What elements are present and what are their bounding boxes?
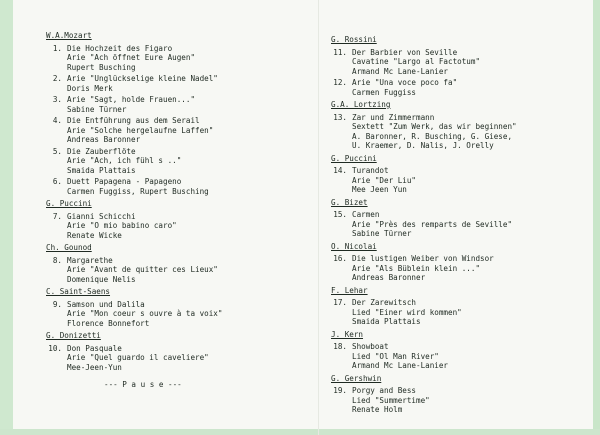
program-item bbox=[331, 386, 517, 415]
item-detail-line: Rupert Busching bbox=[67, 62, 136, 72]
work-title: Die Entführung aus dem Serail bbox=[67, 116, 200, 125]
item-number: 12. bbox=[333, 78, 347, 87]
item-detail-line: Renate Wicke bbox=[67, 230, 122, 240]
item-detail-line: Arie "Solche hergelaufne Laffen" bbox=[67, 125, 214, 135]
composer-heading: W.A.Mozart bbox=[46, 31, 92, 40]
item-detail-line: Arie "Ach, ich fühl s .." bbox=[67, 156, 182, 165]
program-item bbox=[331, 254, 517, 283]
item-detail-line: Arie "Quel guardo il caveliere" bbox=[67, 353, 209, 362]
composer-heading: G. Puccini bbox=[331, 153, 377, 163]
composer-heading: G. Gershwin bbox=[331, 373, 382, 383]
work-title: Die lustigen Weiber von Windsor bbox=[352, 254, 494, 263]
work-title: Carmen bbox=[352, 210, 380, 219]
item-number: 1. bbox=[52, 43, 62, 53]
composer-heading: F. Lehar bbox=[331, 285, 368, 295]
program-item bbox=[331, 342, 517, 371]
composer-heading: G. Donizetti bbox=[46, 331, 101, 340]
item-detail-line: Andreas Baronner bbox=[352, 273, 426, 282]
item-number: 18. bbox=[333, 342, 347, 351]
work-title: Margarethe bbox=[67, 255, 113, 265]
work-title: Arie "Una voce poco fa" bbox=[352, 78, 458, 87]
item-number: 11. bbox=[333, 47, 347, 57]
item-detail-line: Domenique Nelis bbox=[67, 274, 136, 284]
program-item bbox=[331, 113, 517, 151]
item-detail-line: Lied "Ol Man River" bbox=[352, 351, 439, 361]
composer-heading: Ch. Gounod bbox=[46, 243, 92, 252]
green-background-edge-right bbox=[593, 0, 600, 435]
item-detail-line: Sabine Türner bbox=[67, 104, 127, 114]
work-title: Gianni Schicchi bbox=[67, 211, 136, 221]
program-item bbox=[46, 344, 222, 373]
program-right-column bbox=[331, 35, 517, 417]
page-fold bbox=[318, 0, 319, 435]
work-title: Turandot bbox=[352, 166, 389, 175]
item-detail-line: Cavatine "Largo al Factotum" bbox=[352, 57, 481, 66]
program-item bbox=[331, 210, 517, 239]
item-detail-line: Renate Holm bbox=[352, 405, 403, 414]
item-number: 2. bbox=[52, 74, 62, 83]
work-title: Der Barbier von Seville bbox=[352, 47, 458, 57]
item-number: 15. bbox=[333, 210, 347, 219]
item-detail-line: Smaida Plattais bbox=[352, 317, 421, 326]
composer-heading: G. Rossini bbox=[331, 35, 377, 44]
item-number: 9. bbox=[52, 299, 62, 309]
item-number: 17. bbox=[333, 298, 347, 307]
item-detail-line: Andreas Baronner bbox=[67, 135, 141, 144]
program-item bbox=[46, 147, 222, 176]
item-number: 10. bbox=[48, 343, 62, 353]
item-detail-line: A. Baronner, R. Busching, G. Giese, bbox=[352, 131, 513, 141]
work-title: Showboat bbox=[352, 342, 389, 351]
work-title: Arie "Sagt, holde Frauen..." bbox=[67, 95, 196, 104]
item-number: 13. bbox=[333, 112, 347, 122]
program-item bbox=[46, 256, 222, 285]
item-number: 19. bbox=[333, 386, 347, 395]
green-background-edge-left bbox=[0, 0, 13, 435]
item-number: 8. bbox=[52, 255, 62, 265]
item-number: 16. bbox=[333, 254, 347, 263]
composer-heading: G. Puccini bbox=[46, 199, 92, 208]
program-item bbox=[46, 116, 222, 145]
work-title: Zar und Zimmermann bbox=[352, 112, 435, 122]
program-item bbox=[46, 74, 222, 93]
item-detail-line: Carmen Fuggiss, Rupert Busching bbox=[67, 186, 209, 196]
work-title: Der Zarewitsch bbox=[352, 298, 417, 307]
item-detail-line: Arie "Als Büblein klein ..." bbox=[352, 263, 481, 273]
work-title: Die Zauberflöte bbox=[67, 146, 136, 156]
item-detail-line: Arie "Près des remparts de Seville" bbox=[352, 219, 513, 229]
program-left-column bbox=[46, 31, 222, 390]
item-detail-line: Mee Jeen Yun bbox=[352, 185, 407, 194]
composer-heading: G. Bizet bbox=[331, 197, 368, 207]
composer-heading: G.A. Lortzing bbox=[331, 100, 391, 109]
item-number: 3. bbox=[52, 95, 62, 104]
item-detail-line: Armand Mc Lane-Lanier bbox=[352, 361, 449, 370]
item-detail-line: U. Kraemer, D. Nalis, J. Orelly bbox=[352, 141, 494, 150]
item-detail-line: Doris Merk bbox=[67, 83, 113, 93]
composer-heading: C. Saint-Saens bbox=[46, 287, 111, 296]
item-detail-line: Florence Bonnefort bbox=[67, 318, 150, 328]
program-item bbox=[46, 300, 222, 329]
work-title: Porgy and Bess bbox=[352, 386, 417, 395]
item-detail-line: Arie "O mio babino caro" bbox=[67, 221, 177, 230]
item-number: 4. bbox=[52, 116, 62, 125]
item-detail-line: Lied "Einer wird kommen" bbox=[352, 307, 462, 317]
program-item bbox=[46, 177, 222, 196]
program-item bbox=[46, 44, 222, 73]
item-detail-line: Lied "Summertime" bbox=[352, 395, 430, 405]
composer-heading: O. Nicolai bbox=[331, 241, 377, 251]
item-detail-line: Sextett "Zum Werk, das wir beginnen" bbox=[352, 122, 517, 131]
program-item bbox=[331, 48, 517, 77]
program-item bbox=[46, 95, 222, 114]
program-item bbox=[331, 298, 517, 327]
item-detail-line: Arie "Ach öffnet Eure Augen" bbox=[67, 53, 196, 62]
composer-heading: J. Kern bbox=[331, 329, 364, 339]
program-item bbox=[331, 166, 517, 195]
item-detail-line: Smaida Plattais bbox=[67, 165, 136, 175]
item-detail-line: Armand Mc Lane-Lanier bbox=[352, 66, 449, 76]
green-background-edge-bottom bbox=[0, 429, 600, 435]
item-detail-line: Arie "Der Liu" bbox=[352, 175, 417, 185]
work-title: Samson und Dalila bbox=[67, 299, 145, 309]
work-title: Don Pasquale bbox=[67, 343, 122, 353]
item-detail-line: Carmen Fuggiss bbox=[352, 87, 417, 97]
item-number: 7. bbox=[52, 211, 62, 221]
intermission-line: --- P a u s e --- bbox=[104, 380, 182, 389]
work-title: Duett Papagena - Papageno bbox=[67, 177, 182, 186]
work-title: Arie "Unglückselige kleine Nadel" bbox=[67, 74, 218, 83]
item-number: 14. bbox=[333, 166, 347, 175]
item-detail-line: Mee-Jeen-Yun bbox=[67, 362, 122, 372]
item-number: 5. bbox=[52, 146, 62, 156]
item-detail-line: Arie "Mon coeur s ouvre à ta voix" bbox=[67, 309, 223, 318]
item-detail-line: Sabine Türner bbox=[352, 229, 412, 238]
item-number: 6. bbox=[52, 177, 62, 186]
item-detail-line: Arie "Avant de quitter ces Lieux" bbox=[67, 265, 218, 274]
program-item bbox=[46, 212, 222, 241]
work-title: Die Hochzeit des Figaro bbox=[67, 43, 173, 53]
program-item bbox=[331, 78, 517, 97]
